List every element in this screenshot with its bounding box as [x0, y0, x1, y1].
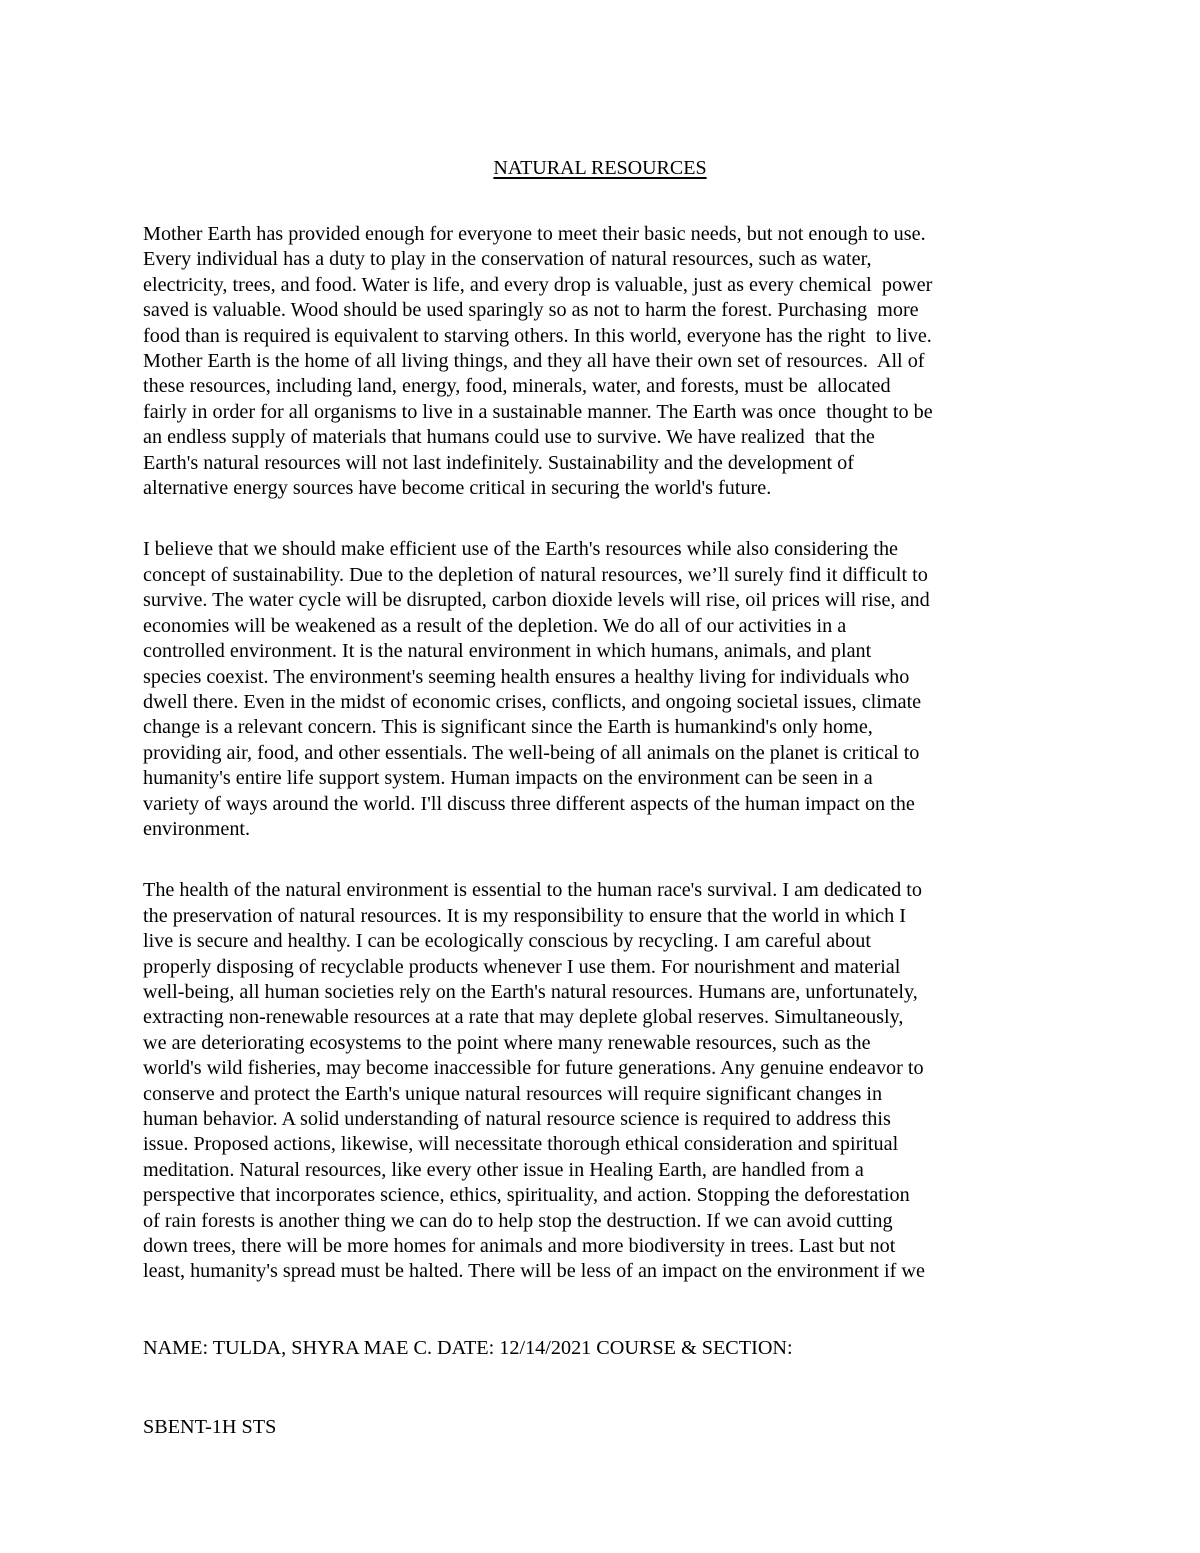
- paragraph-line: Mother Earth has provided enough for everyone to meet their basic needs, but not enough to use.: [143, 223, 926, 245]
- paragraph-line: dwell there. Even in the midst of economic crises, conflicts, and ongoing societal issues, climate: [143, 690, 922, 713]
- paragraph-line: meditation. Natural resources, like every other issue in Healing Earth, are handled from a: [143, 1158, 864, 1181]
- paragraph-line: conserve and protect the Earth's unique natural resources will require significant changes in: [143, 1082, 883, 1105]
- paragraph-line: concept of sustainability. Due to the depletion of natural resources, we’ll surely find it difficult to: [143, 563, 928, 586]
- paragraph-line: the preservation of natural resources. It is my responsibility to ensure that the world in which I: [143, 904, 907, 927]
- paragraph-line: providing air, food, and other essentials. The well-being of all animals on the planet is critical to: [143, 741, 920, 764]
- paragraph-line: world's wild fisheries, may become inaccessible for future generations. Any genuine endeavor to: [143, 1057, 924, 1080]
- paragraph-line: I believe that we should make efficient use of the Earth's resources while also considering the: [143, 538, 899, 561]
- paragraph-line: extracting non-renewable resources at a rate that may deplete global reserves. Simultaneously,: [143, 1006, 904, 1029]
- paragraph-line: live is secure and healthy. I can be ecologically conscious by recycling. I am careful about: [143, 930, 871, 953]
- paragraph-1: [143, 222, 1083, 501]
- paragraph-line: alternative energy sources have become critical in securing the world's future.: [143, 477, 772, 500]
- paragraph-line: economies will be weakened as a result of the depletion. We do all of our activities in a: [143, 614, 847, 637]
- paragraph-line: food than is required is equivalent to starving others. In this world, everyone has the right to live.: [143, 324, 932, 347]
- paragraph-line: humanity's entire life support system. Human impacts on the environment can be seen in a: [143, 767, 873, 790]
- paragraph-line: controlled environment. It is the natural environment in which humans, animals, and plant: [143, 640, 872, 663]
- paragraph-line: least, humanity's spread must be halted. There will be less of an impact on the environment if we: [143, 1260, 925, 1283]
- paragraph-line: Earth's natural resources will not last indefinitely. Sustainability and the development of: [143, 451, 854, 474]
- document-body: [143, 222, 1083, 1491]
- paragraph-line: an endless supply of materials that humans could use to survive. We have realized that the: [143, 426, 875, 449]
- paragraph-line: Mother Earth is the home of all living things, and they all have their own set of resources. All of: [143, 350, 925, 373]
- paragraph-line: these resources, including land, energy, food, minerals, water, and forests, must be allocated: [143, 375, 891, 398]
- author-info: [143, 1285, 1083, 1491]
- document-title: NATURAL RESOURCES: [493, 157, 707, 179]
- paragraph-line: perspective that incorporates science, ethics, spirituality, and action. Stopping the deforestation: [143, 1184, 910, 1207]
- paragraph-line: change is a relevant concern. This is significant since the Earth is humankind's only home,: [143, 716, 873, 739]
- paragraph-line: The health of the natural environment is essential to the human race's survival. I am dedicated to: [143, 879, 922, 902]
- paragraph-line: properly disposing of recyclable products whenever I use them. For nourishment and material: [143, 955, 901, 978]
- paragraph-line: issue. Proposed actions, likewise, will necessitate thorough ethical consideration and spiritual: [143, 1133, 899, 1156]
- paragraph-line: down trees, there will be more homes for animals and more biodiversity in trees. Last but not: [143, 1235, 896, 1258]
- paragraph-line: of rain forests is another thing we can do to help stop the destruction. If we can avoid cutting: [143, 1209, 893, 1232]
- paragraph-line: saved is valuable. Wood should be used sparingly so as not to harm the forest. Purchasing more: [143, 299, 919, 322]
- paragraph-line: electricity, trees, and food. Water is life, and every drop is valuable, just as every chemical power: [143, 273, 933, 296]
- paragraph-line: species coexist. The environment's seeming health ensures a healthy living for individuals who: [143, 665, 910, 688]
- author-info-line: SBENT-1H STS: [143, 1415, 277, 1438]
- paragraph-line: fairly in order for all organisms to live in a sustainable manner. The Earth was once thought to be: [143, 400, 933, 423]
- paragraph-line: human behavior. A solid understanding of natural resource science is required to address this: [143, 1108, 891, 1130]
- paragraph-line: Every individual has a duty to play in the conservation of natural resources, such as water,: [143, 248, 872, 271]
- paragraph-line: environment.: [143, 817, 251, 840]
- author-info-line: NAME: TULDA, SHYRA MAE C. DATE: 12/14/2021 COURSE & SECTION:: [143, 1336, 793, 1359]
- paragraph-line: survive. The water cycle will be disrupted, carbon dioxide levels will rise, oil prices will rise, and: [143, 589, 930, 612]
- paragraph-line: variety of ways around the world. I'll discuss three different aspects of the human impact on the: [143, 792, 915, 815]
- paragraph-3: [143, 878, 1083, 1285]
- paragraph-line: we are deteriorating ecosystems to the point where many renewable resources, such as the: [143, 1031, 871, 1054]
- paragraph-2: [143, 537, 1083, 842]
- paragraph-line: well-being, all human societies rely on the Earth's natural resources. Humans are, unfortunately,: [143, 980, 918, 1003]
